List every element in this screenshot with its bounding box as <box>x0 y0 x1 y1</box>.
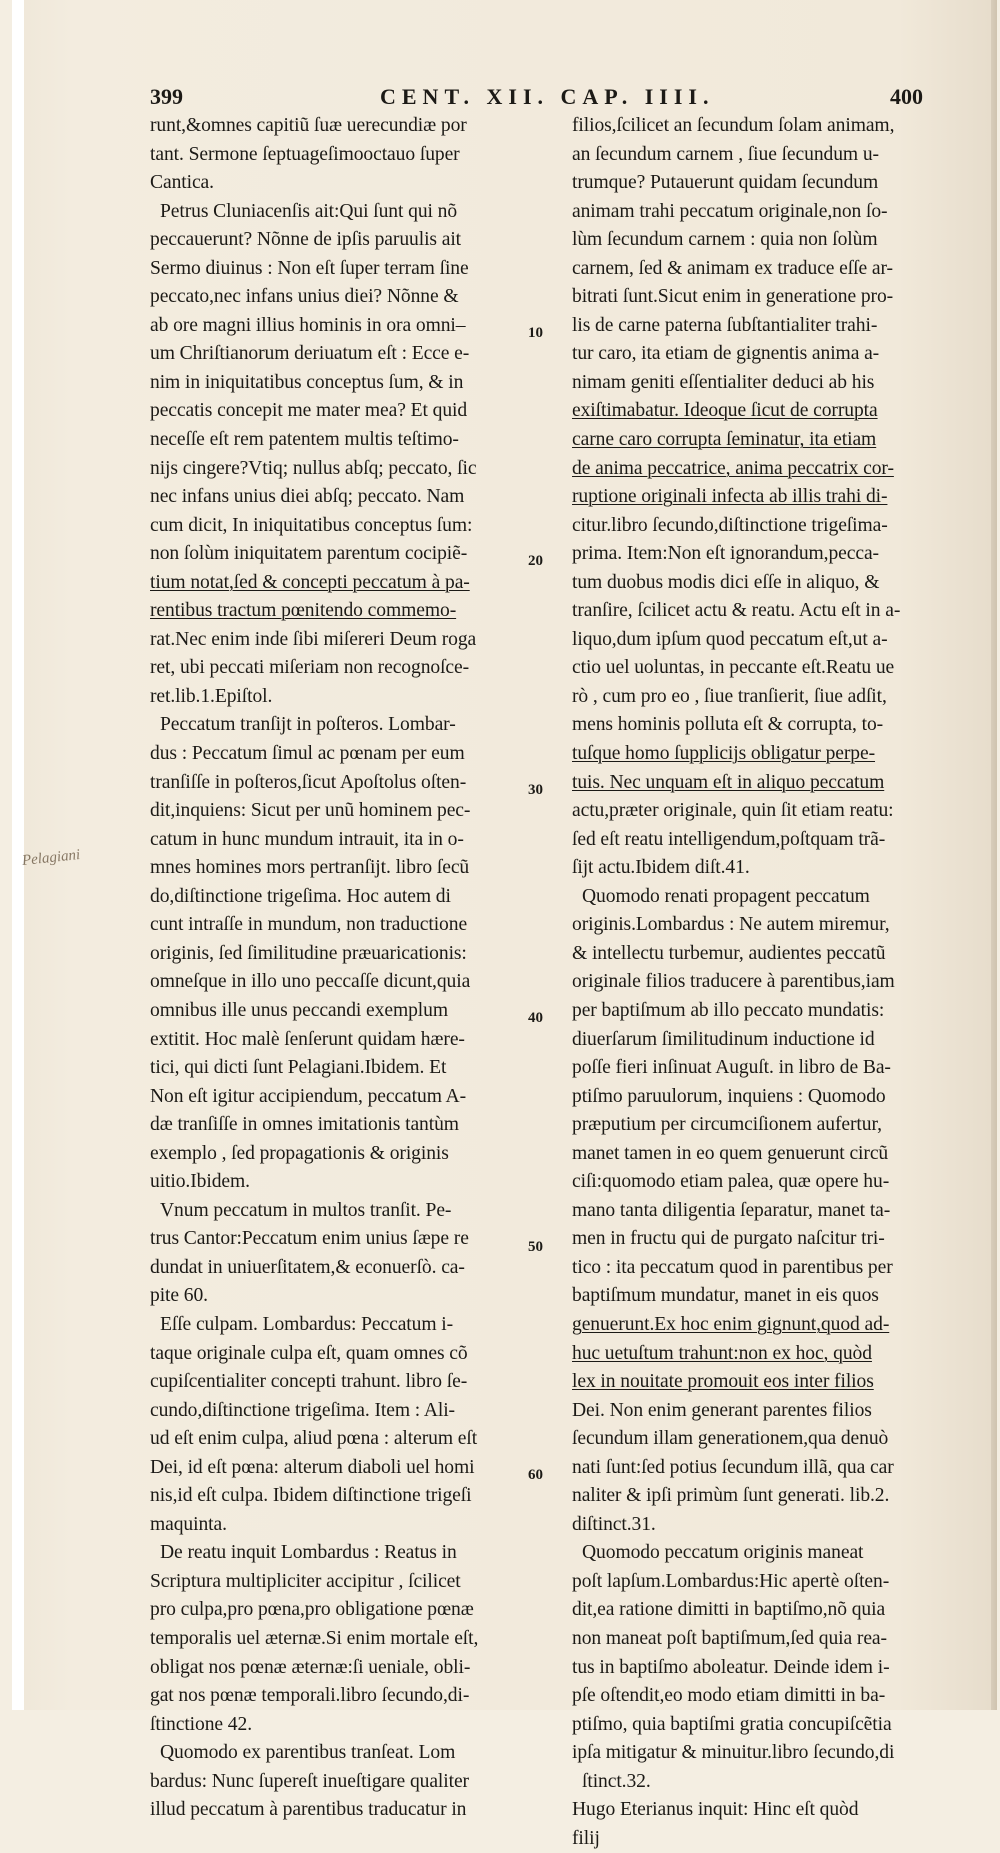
text-line: ciſi:quomodo etiam palea, quæ opere hu- <box>572 1171 890 1193</box>
right-text-column <box>572 112 940 1853</box>
text-line: non maneat poſt baptiſmum,ſed quia rea- <box>572 1627 887 1649</box>
text-line: cunt intraſſe in mundum, non traductione <box>150 914 468 936</box>
text-line: neceſſe eſt rem patentem multis teſtimo- <box>150 429 459 451</box>
text-line: ptiſmo paruulorum, inquiens : Quomodo <box>572 1085 886 1107</box>
text-line: omnibus ille unus peccandi exemplum <box>150 999 448 1021</box>
text-line: exemplo , ſed propagationis & originis <box>150 1142 449 1164</box>
text-line: tici, qui dicti ſunt Pelagiani.Ibidem. Et <box>150 1057 447 1079</box>
text-line: men in fructu qui de purgato naſcitur tri- <box>572 1228 885 1250</box>
line-number-60: 60 <box>528 1467 543 1483</box>
text-line: filios,ſcilicet an ſecundum ſolam animam, <box>572 115 895 136</box>
text-line: nimam geniti eſſentialiter deduci ab his <box>572 371 875 393</box>
line-number-20: 20 <box>528 553 543 569</box>
text-line: poſſe fieri inſinuat Auguſt. in libro de Ba- <box>572 1057 891 1079</box>
text-line: poſt lapſum.Lombardus:Hic apertè oſten- <box>572 1570 890 1592</box>
text-line: genuerunt.Ex hoc enim gignunt,quod ad- <box>572 1313 890 1335</box>
text-line: originale filios traducere à parentibus,iam <box>572 971 895 993</box>
text-line: huc uetuſtum trahunt:non ex hoc, quòd <box>572 1342 872 1364</box>
text-line: tico : ita peccatum quod in parentibus per <box>572 1256 893 1278</box>
text-line: ſtinctione 42. <box>150 1713 252 1735</box>
line-number-50: 50 <box>528 1239 543 1255</box>
text-line: De reatu inquit Lombardus : Reatus in <box>160 1542 457 1564</box>
text-line: Quomodo renati propagent peccatum <box>582 885 870 907</box>
text-line: non ſolùm iniquitatem parentum cocipiẽ- <box>150 543 468 565</box>
text-line: actu,præter originale, quin ſit etiam reatu: <box>572 800 894 822</box>
text-line: Quomodo peccatum originis maneat <box>582 1542 864 1564</box>
text-line: trus Cantor:Peccatum enim unius ſæpe re <box>150 1228 469 1250</box>
text-line: cundo,diſtinctione trigeſima. Item : Ali- <box>150 1399 455 1421</box>
text-line: ptiſmo, quia baptiſmi gratia concupiſcẽtia <box>572 1713 892 1735</box>
running-header <box>150 84 930 114</box>
text-line: de anima peccatrice, anima peccatrix cor- <box>572 457 894 479</box>
text-line: naliter & ipſi primùm ſunt generati. lib.2. <box>572 1485 890 1507</box>
text-line: diuerſarum ſimilitudinum inductione id <box>572 1028 875 1050</box>
text-line: rat.Nec enim inde ſibi miſereri Deum roga <box>150 628 477 650</box>
line-number-10: 10 <box>528 325 543 341</box>
text-line: præputium per circumciſionem aufertur, <box>572 1114 882 1136</box>
text-line: bardus: Nunc ſupereſt inueſtigare qualiter <box>150 1770 469 1792</box>
text-line: dus : Peccatum ſimul ac pœnam per eum <box>150 743 465 765</box>
text-line: extitit. Hoc malè ſenſerunt quidam hære- <box>150 1028 465 1050</box>
text-line: carne caro corrupta ſeminatur, ita etiam <box>572 429 877 451</box>
text-line: Scriptura multipliciter accipitur , ſcilicet <box>150 1570 461 1592</box>
text-line: pſe oſtendit,eo modo etiam dimitti in ba- <box>572 1685 886 1707</box>
text-line: do,diſtinctione trigeſima. Hoc autem di <box>150 885 451 907</box>
text-line: ſecundum illam generationem,qua denuò <box>572 1428 889 1450</box>
text-line: Dei. Non enim generant parentes filios <box>572 1399 872 1421</box>
text-line: rentibus tractum pœnitendo commemo- <box>150 600 457 622</box>
text-line: peccatis concepit me mater mea? Et quid <box>150 400 468 422</box>
text-line: uitio.Ibidem. <box>150 1171 250 1193</box>
line-number-40: 40 <box>528 1010 543 1026</box>
line-number-30: 30 <box>528 782 543 798</box>
text-line: catum in hunc mundum intrauit, ita in o- <box>150 828 464 850</box>
text-line: nis,id eſt culpa. Ibidem diſtinctione trigeſi <box>150 1485 472 1507</box>
page-number-right: 400 <box>890 84 923 109</box>
text-line: cum dicit, In iniquitatibus conceptus ſum: <box>150 514 473 536</box>
page-edge-right <box>991 0 997 1710</box>
text-line: ab ore magni illius hominis in ora omni– <box>150 314 466 336</box>
text-line: maquinta. <box>150 1513 227 1535</box>
text-line: ctio uel uoluntas, in peccante eſt.Reatu ue <box>572 657 895 679</box>
text-line: ſijt actu.Ibidem diſt.41. <box>572 857 750 879</box>
left-text-column <box>150 112 520 1825</box>
text-line: peccauerunt? Nõnne de ipſis paruulis ait <box>150 229 462 251</box>
text-line: obligat nos pœnæ æternæ:ſi ueniale, obli- <box>150 1656 471 1678</box>
text-line: illud peccatum à parentibus traducatur in <box>150 1799 467 1821</box>
text-line: manet tamen in eo quem genuerunt circũ <box>572 1142 889 1164</box>
text-line: dundat in uniuerſitatem,& econuerſò. ca- <box>150 1256 465 1278</box>
text-line: Cantica. <box>150 172 214 194</box>
text-line: dit,ea ratione dimitti in baptiſmo,nõ quia <box>572 1599 886 1621</box>
text-line: ruptione originali infecta ab illis trahi di- <box>572 486 888 508</box>
text-line: Dei, id eſt pœna: alterum diaboli uel homi <box>150 1456 475 1478</box>
text-line: Hugo Eterianus inquit: Hinc eſt quòd <box>572 1799 859 1821</box>
text-line: peccato,nec infans unius diei? Nõnne & <box>150 286 459 308</box>
marginal-annotation: Pelagiani <box>21 846 81 870</box>
text-line: lex in nouitate promouit eos inter filios <box>572 1371 874 1393</box>
text-line: dæ tranſiſſe in omnes imitationis tantùm <box>150 1114 459 1136</box>
text-line: baptiſmum mundatur, manet in eis quos <box>572 1285 879 1307</box>
text-line: liquo,dum ipſum quod peccatum eſt,ut a- <box>572 628 888 650</box>
text-line: ſed eſt reatu intelligendum,poſtquam trã- <box>572 828 886 850</box>
text-line: cupiſcentialiter concepti trahunt. libro ſe- <box>150 1371 468 1393</box>
text-line: lis de carne paterna ſubſtantialiter trahi- <box>572 314 878 336</box>
text-line: Non eſt igitur accipiendum, peccatum A- <box>150 1085 467 1107</box>
text-line: Sermo diuinus : Non eſt ſuper terram ſine <box>150 257 469 279</box>
text-line: per baptiſmum ab illo peccato mundatis: <box>572 999 885 1021</box>
text-line: nec infans unius diei abſq; peccato. Nam <box>150 486 465 508</box>
text-line: exiſtimabatur. Ideoque ſicut de corrupta <box>572 400 878 422</box>
text-line: gat nos pœnæ temporali.libro ſecundo,di- <box>150 1685 470 1707</box>
text-line: mnes homines mors pertranſijt. libro ſecũ <box>150 857 470 879</box>
text-line: tranſiſſe in poſteros,ſicut Apoſtolus oſten- <box>150 771 467 793</box>
text-line: trumque? Putauerunt quidam ſecundum <box>572 172 879 194</box>
text-line: ud eſt enim culpa, aliud pœna : alterum eſt <box>150 1428 478 1450</box>
text-line: tant. Sermone ſeptuageſimooctauo ſuper <box>150 143 460 165</box>
text-line: Quomodo ex parentibus tranſeat. Lom <box>160 1742 456 1764</box>
text-line: nijs cingere?Vtiq; nullus abſq; peccato, ſic <box>150 457 477 479</box>
text-line: temporalis uel æternæ.Si enim mortale eſt, <box>150 1627 479 1649</box>
text-line: ipſa mitigatur & minuitur.libro ſecundo,di <box>572 1742 895 1764</box>
text-line: tuis. Nec unquam eſt in aliquo peccatum <box>572 771 885 793</box>
text-line: carnem, ſed & animam ex traduce eſſe ar- <box>572 257 893 279</box>
text-line: nim in iniquitatibus conceptus ſum, & in <box>150 371 464 393</box>
running-title: CENT. XII. CAP. IIII. <box>380 84 715 109</box>
text-line: ret.lib.1.Epiſtol. <box>150 685 273 707</box>
text-line: diſtinct.31. <box>572 1513 656 1535</box>
text-line: omneſque in illo uno peccaſſe dicunt,quia <box>150 971 471 993</box>
text-line: tus in baptiſmo aboleatur. Deinde idem i- <box>572 1656 890 1678</box>
text-line: originis.Lombardus : Ne autem miremur, <box>572 914 890 936</box>
text-line: filij <box>572 1827 600 1849</box>
text-line: rò , cum pro eo , ſiue tranſierit, ſiue adſit, <box>572 685 887 707</box>
text-line: animam trahi peccatum originale,non ſo- <box>572 200 888 222</box>
text-line: dit,inquiens: Sicut per unũ hominem pec- <box>150 800 471 822</box>
text-line: pite 60. <box>150 1285 208 1307</box>
text-line: pro culpa,pro pœna,pro obligatione pœnæ <box>150 1599 474 1621</box>
text-line: runt,&omnes capitiũ ſuæ uerecundiæ por <box>150 115 467 136</box>
text-line: Peccatum tranſijt in poſteros. Lombar- <box>160 714 456 736</box>
text-line: Vnum peccatum in multos tranſit. Pe- <box>160 1199 452 1221</box>
text-line: an ſecundum carnem , ſiue ſecundum u- <box>572 143 879 165</box>
text-line: originis, ſed ſimilitudine præuaricationis: <box>150 942 467 964</box>
text-line: um Chriſtianorum deriuatum eſt : Ecce e- <box>150 343 470 365</box>
text-line: prima. Item:Non eſt ignorandum,pecca- <box>572 543 879 565</box>
text-line: lùm ſecundum carnem : quia non ſolùm <box>572 229 878 251</box>
text-line: tur caro, ita etiam de gignentis anima a- <box>572 343 880 365</box>
text-line: ret, ubi peccati miſeriam non recognoſce- <box>150 657 470 679</box>
text-line: & intellectu turbemur, audientes peccatũ <box>572 942 886 964</box>
page-number-left: 399 <box>150 84 183 109</box>
text-line: tranſire, ſcilicet actu & reatu. Actu eſt in a- <box>572 600 901 622</box>
text-line: ſtinct.32. <box>582 1770 651 1792</box>
text-line: tium notat,ſed & concepti peccatum à pa- <box>150 571 470 593</box>
text-line: Petrus Cluniacenſis ait:Qui ſunt qui nõ <box>160 200 458 222</box>
text-line: tuſque homo ſupplicijs obligatur perpe- <box>572 743 876 765</box>
text-line: nati ſunt:ſed potius ſecundum illã, qua car <box>572 1456 894 1478</box>
text-line: taque originale culpa eſt, quam omnes cõ <box>150 1342 468 1364</box>
text-line: tum duobus modis dici eſſe in aliquo, & <box>572 571 880 593</box>
text-line: citur.libro ſecundo,diſtinctione trigeſima- <box>572 514 888 536</box>
text-line: mano tanta diligentia ſeparatur, manet ta- <box>572 1199 891 1221</box>
text-line: mens hominis polluta eſt & corrupta, to- <box>572 714 884 736</box>
text-line: Eſſe culpam. Lombardus: Peccatum i- <box>160 1313 454 1335</box>
text-line: bitrati ſunt.Sicut enim in generatione pro- <box>572 286 894 308</box>
